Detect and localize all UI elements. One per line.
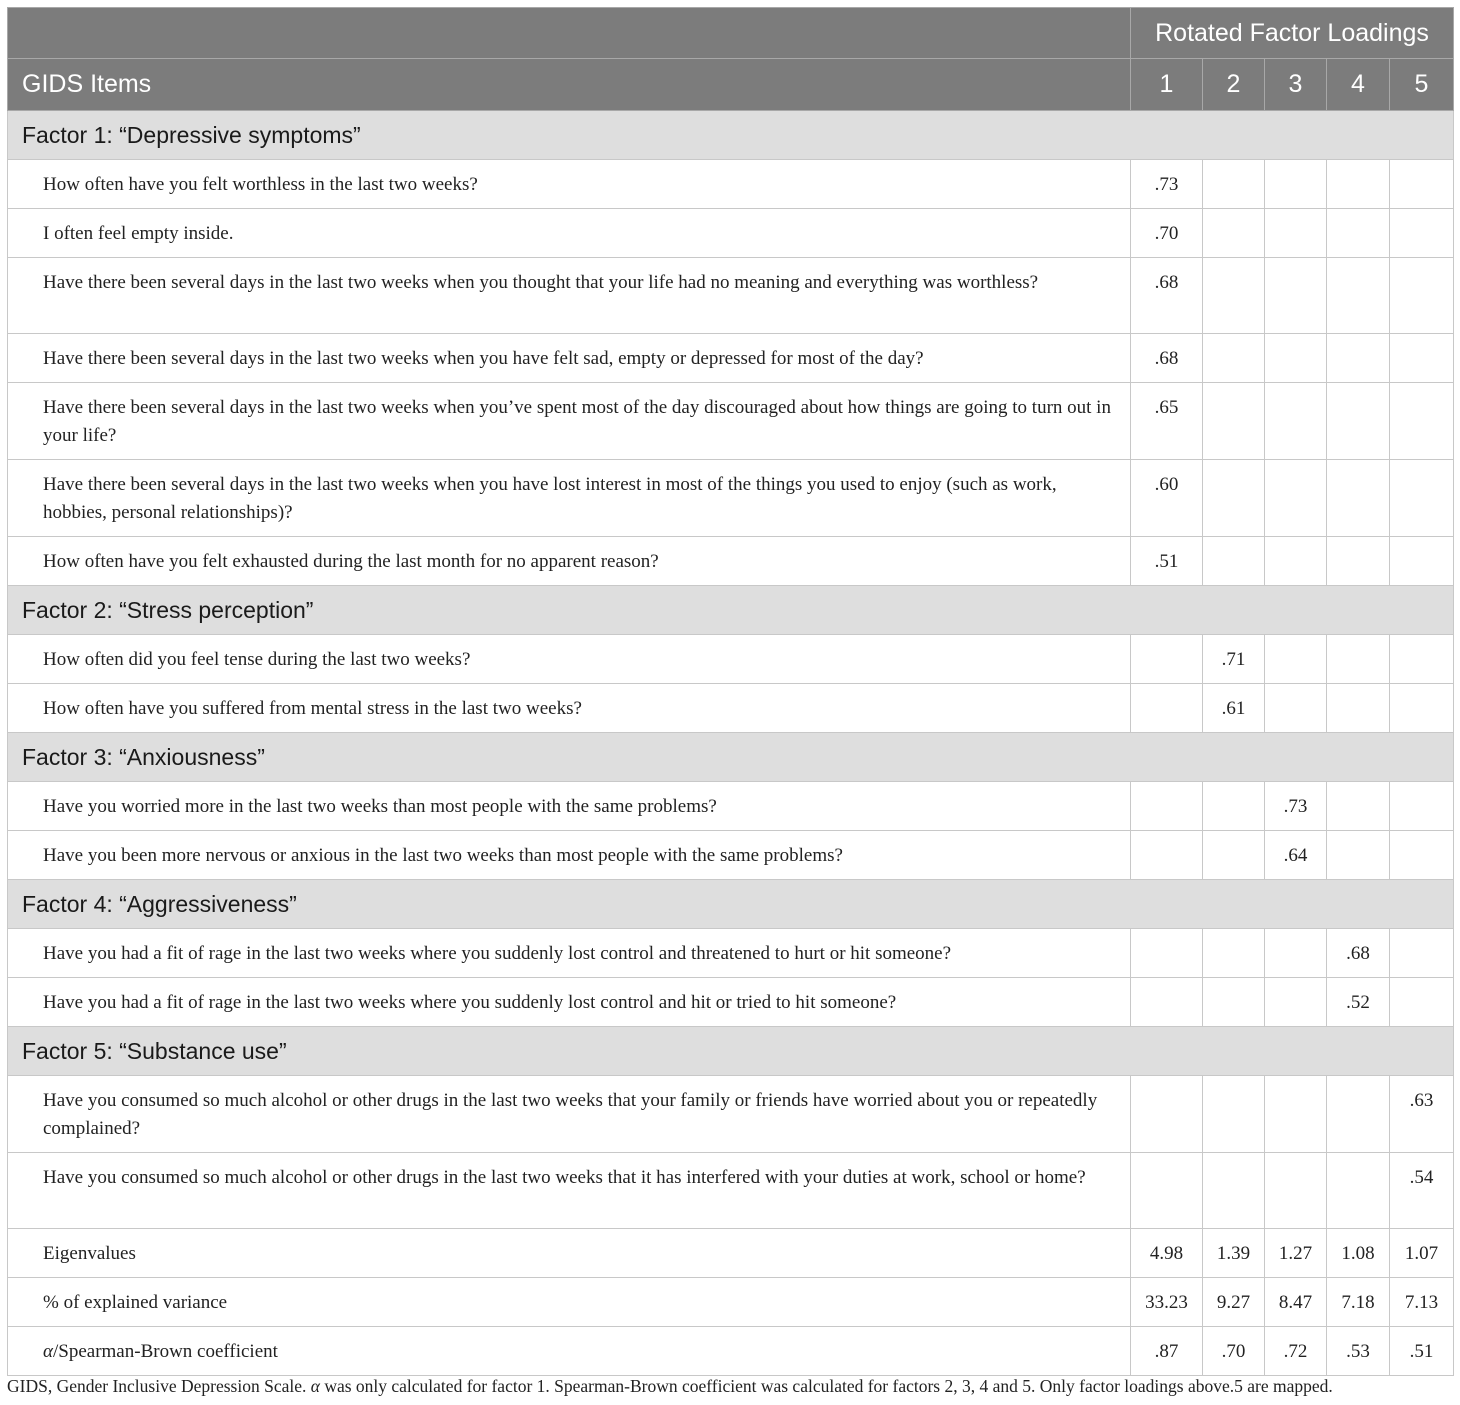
item-text: How often have you suffered from mental stress in the last two weeks? bbox=[8, 684, 1131, 733]
item-text: How often have you felt exhausted during the last month for no apparent reason? bbox=[8, 537, 1131, 586]
factor-number-header: 4 bbox=[1327, 59, 1390, 111]
empty-cell bbox=[1327, 1076, 1390, 1153]
footnote-alpha: α bbox=[310, 1376, 320, 1396]
item-text: I often feel empty inside. bbox=[8, 209, 1131, 258]
empty-cell bbox=[1265, 258, 1327, 334]
factor-loading-cell: .70 bbox=[1131, 209, 1203, 258]
table-row bbox=[8, 460, 1454, 537]
stat-label-text: % of explained variance bbox=[43, 1292, 228, 1313]
stat-value: 33.23 bbox=[1131, 1278, 1203, 1327]
factor-loading-cell: .68 bbox=[1327, 929, 1390, 978]
empty-cell bbox=[1327, 782, 1390, 831]
factor-number-header: 3 bbox=[1265, 59, 1327, 111]
stat-value: 7.18 bbox=[1327, 1278, 1390, 1327]
stat-value: .70 bbox=[1203, 1327, 1265, 1376]
empty-cell bbox=[1327, 537, 1390, 586]
header-row-bottom bbox=[8, 59, 1454, 111]
factor-heading-row bbox=[8, 880, 1454, 929]
stat-value: 4.98 bbox=[1131, 1229, 1203, 1278]
empty-cell bbox=[1327, 160, 1390, 209]
factor-heading: Factor 2: “Stress perception” bbox=[8, 586, 1454, 635]
empty-cell bbox=[1203, 258, 1265, 334]
table-row bbox=[8, 1076, 1454, 1153]
empty-cell bbox=[1131, 684, 1203, 733]
factor-heading: Factor 3: “Anxiousness” bbox=[8, 733, 1454, 782]
stat-value: 1.27 bbox=[1265, 1229, 1327, 1278]
empty-cell bbox=[1203, 383, 1265, 460]
empty-cell bbox=[1203, 978, 1265, 1027]
item-text: Have you had a fit of rage in the last two weeks where you suddenly lost control and threatened to hurt or hit someone? bbox=[8, 929, 1131, 978]
factor-loadings-table bbox=[7, 7, 1454, 1376]
stat-value: 1.39 bbox=[1203, 1229, 1265, 1278]
empty-cell bbox=[1327, 383, 1390, 460]
stat-value: .53 bbox=[1327, 1327, 1390, 1376]
empty-cell bbox=[1327, 1153, 1390, 1229]
table-row bbox=[8, 635, 1454, 684]
table-row bbox=[8, 383, 1454, 460]
stat-row bbox=[8, 1278, 1454, 1327]
empty-cell bbox=[1203, 537, 1265, 586]
empty-cell bbox=[1131, 782, 1203, 831]
empty-cell bbox=[1390, 782, 1454, 831]
empty-cell bbox=[1203, 782, 1265, 831]
empty-cell bbox=[1265, 334, 1327, 383]
item-text: Have you had a fit of rage in the last two weeks where you suddenly lost control and hit or tried to hit someone? bbox=[8, 978, 1131, 1027]
empty-cell bbox=[1390, 635, 1454, 684]
rotated-factor-loadings-header: Rotated Factor Loadings bbox=[1131, 8, 1454, 59]
empty-cell bbox=[1327, 258, 1390, 334]
factor-loading-cell: .63 bbox=[1390, 1076, 1454, 1153]
table-row bbox=[8, 1153, 1454, 1229]
factor-loading-cell: .52 bbox=[1327, 978, 1390, 1027]
empty-cell bbox=[1203, 460, 1265, 537]
footnote-part1: GIDS, Gender Inclusive Depression Scale. bbox=[7, 1376, 311, 1396]
factor-loading-cell: .60 bbox=[1131, 460, 1203, 537]
empty-cell bbox=[1390, 258, 1454, 334]
factor-loading-cell: .73 bbox=[1265, 782, 1327, 831]
factor-loading-cell: .71 bbox=[1203, 635, 1265, 684]
factor-number-header: 5 bbox=[1390, 59, 1454, 111]
stat-label-text: /Spearman-Brown coefficient bbox=[52, 1341, 278, 1362]
empty-cell bbox=[1390, 537, 1454, 586]
gids-items-header: GIDS Items bbox=[8, 59, 1131, 111]
alpha-symbol: α bbox=[43, 1341, 53, 1362]
empty-cell bbox=[1265, 1076, 1327, 1153]
factor-loading-cell: .65 bbox=[1131, 383, 1203, 460]
table-row bbox=[8, 782, 1454, 831]
empty-cell bbox=[1390, 209, 1454, 258]
empty-cell bbox=[1265, 383, 1327, 460]
empty-cell bbox=[1203, 1076, 1265, 1153]
table-footnote bbox=[7, 1376, 1453, 1397]
empty-cell bbox=[1203, 1153, 1265, 1229]
factor-loading-cell: .73 bbox=[1131, 160, 1203, 209]
empty-cell bbox=[1390, 831, 1454, 880]
empty-cell bbox=[1327, 635, 1390, 684]
empty-cell bbox=[1390, 978, 1454, 1027]
factor-heading: Factor 4: “Aggressiveness” bbox=[8, 880, 1454, 929]
empty-cell bbox=[1203, 831, 1265, 880]
stat-label-text: Eigenvalues bbox=[43, 1243, 136, 1264]
empty-cell bbox=[1131, 1076, 1203, 1153]
empty-cell bbox=[1131, 929, 1203, 978]
empty-cell bbox=[1203, 929, 1265, 978]
empty-cell bbox=[1390, 383, 1454, 460]
empty-cell bbox=[1265, 929, 1327, 978]
stat-value: 1.07 bbox=[1390, 1229, 1454, 1278]
stat-row bbox=[8, 1327, 1454, 1376]
empty-cell bbox=[1131, 978, 1203, 1027]
table-row bbox=[8, 258, 1454, 334]
table-row bbox=[8, 537, 1454, 586]
item-text: Have there been several days in the last two weeks when you have felt sad, empty or depressed for most of the day? bbox=[8, 334, 1131, 383]
empty-cell bbox=[1131, 1153, 1203, 1229]
header-row-top bbox=[8, 8, 1454, 59]
empty-cell bbox=[1265, 460, 1327, 537]
header-blank-cell bbox=[8, 8, 1131, 59]
empty-cell bbox=[1390, 160, 1454, 209]
empty-cell bbox=[1265, 978, 1327, 1027]
stat-label bbox=[8, 1327, 1131, 1376]
factor-loading-cell: .54 bbox=[1390, 1153, 1454, 1229]
table-row bbox=[8, 160, 1454, 209]
factor-loading-cell: .68 bbox=[1131, 258, 1203, 334]
factor-number-header: 2 bbox=[1203, 59, 1265, 111]
item-text: Have there been several days in the last two weeks when you’ve spent most of the day discouraged about how things are going to turn out in your life? bbox=[8, 383, 1131, 460]
empty-cell bbox=[1265, 209, 1327, 258]
factor-heading-row bbox=[8, 733, 1454, 782]
empty-cell bbox=[1203, 334, 1265, 383]
factor-loading-cell: .51 bbox=[1131, 537, 1203, 586]
item-text: Have there been several days in the last two weeks when you have lost interest in most of the things you used to enjoy (such as work, hobbies, personal relationships)? bbox=[8, 460, 1131, 537]
empty-cell bbox=[1265, 537, 1327, 586]
empty-cell bbox=[1265, 635, 1327, 684]
factor-heading: Factor 1: “Depressive symptoms” bbox=[8, 111, 1454, 160]
empty-cell bbox=[1390, 684, 1454, 733]
stat-value: 9.27 bbox=[1203, 1278, 1265, 1327]
table-row bbox=[8, 978, 1454, 1027]
item-text: Have there been several days in the last two weeks when you thought that your life had no meaning and everything was worthless? bbox=[8, 258, 1131, 334]
table-body bbox=[8, 111, 1454, 1376]
item-text: Have you worried more in the last two weeks than most people with the same problems? bbox=[8, 782, 1131, 831]
empty-cell bbox=[1265, 1153, 1327, 1229]
stat-label bbox=[8, 1278, 1131, 1327]
factor-heading-row bbox=[8, 1027, 1454, 1076]
empty-cell bbox=[1327, 684, 1390, 733]
empty-cell bbox=[1131, 831, 1203, 880]
empty-cell bbox=[1390, 929, 1454, 978]
empty-cell bbox=[1327, 460, 1390, 537]
factor-number-header: 1 bbox=[1131, 59, 1203, 111]
factor-heading-row bbox=[8, 111, 1454, 160]
item-text: How often have you felt worthless in the last two weeks? bbox=[8, 160, 1131, 209]
stat-row bbox=[8, 1229, 1454, 1278]
item-text: Have you been more nervous or anxious in the last two weeks than most people with the same problems? bbox=[8, 831, 1131, 880]
stat-value: .72 bbox=[1265, 1327, 1327, 1376]
factor-heading-row bbox=[8, 586, 1454, 635]
empty-cell bbox=[1203, 209, 1265, 258]
empty-cell bbox=[1390, 334, 1454, 383]
empty-cell bbox=[1390, 460, 1454, 537]
stat-label bbox=[8, 1229, 1131, 1278]
empty-cell bbox=[1203, 160, 1265, 209]
stat-value: 8.47 bbox=[1265, 1278, 1327, 1327]
factor-heading: Factor 5: “Substance use” bbox=[8, 1027, 1454, 1076]
table-row bbox=[8, 831, 1454, 880]
stat-value: 1.08 bbox=[1327, 1229, 1390, 1278]
empty-cell bbox=[1265, 160, 1327, 209]
empty-cell bbox=[1131, 635, 1203, 684]
stat-value: .51 bbox=[1390, 1327, 1454, 1376]
empty-cell bbox=[1265, 684, 1327, 733]
footnote-part2: was only calculated for factor 1. Spearman-Brown coefficient was calculated for factors 2, 3, 4 and 5. Only factor loadings above.5 are mapped. bbox=[319, 1376, 1333, 1396]
factor-loading-cell: .68 bbox=[1131, 334, 1203, 383]
table-row bbox=[8, 929, 1454, 978]
table-row bbox=[8, 334, 1454, 383]
table-row bbox=[8, 684, 1454, 733]
table-row bbox=[8, 209, 1454, 258]
factor-loadings-table-wrapper bbox=[7, 7, 1453, 1376]
empty-cell bbox=[1327, 334, 1390, 383]
item-text: Have you consumed so much alcohol or other drugs in the last two weeks that it has interfered with your duties at work, school or home? bbox=[8, 1153, 1131, 1229]
empty-cell bbox=[1327, 209, 1390, 258]
factor-loading-cell: .61 bbox=[1203, 684, 1265, 733]
factor-loading-cell: .64 bbox=[1265, 831, 1327, 880]
stat-value: .87 bbox=[1131, 1327, 1203, 1376]
stat-value: 7.13 bbox=[1390, 1278, 1454, 1327]
empty-cell bbox=[1327, 831, 1390, 880]
item-text: Have you consumed so much alcohol or other drugs in the last two weeks that your family or friends have worried about you or repeatedly complained? bbox=[8, 1076, 1131, 1153]
item-text: How often did you feel tense during the last two weeks? bbox=[8, 635, 1131, 684]
